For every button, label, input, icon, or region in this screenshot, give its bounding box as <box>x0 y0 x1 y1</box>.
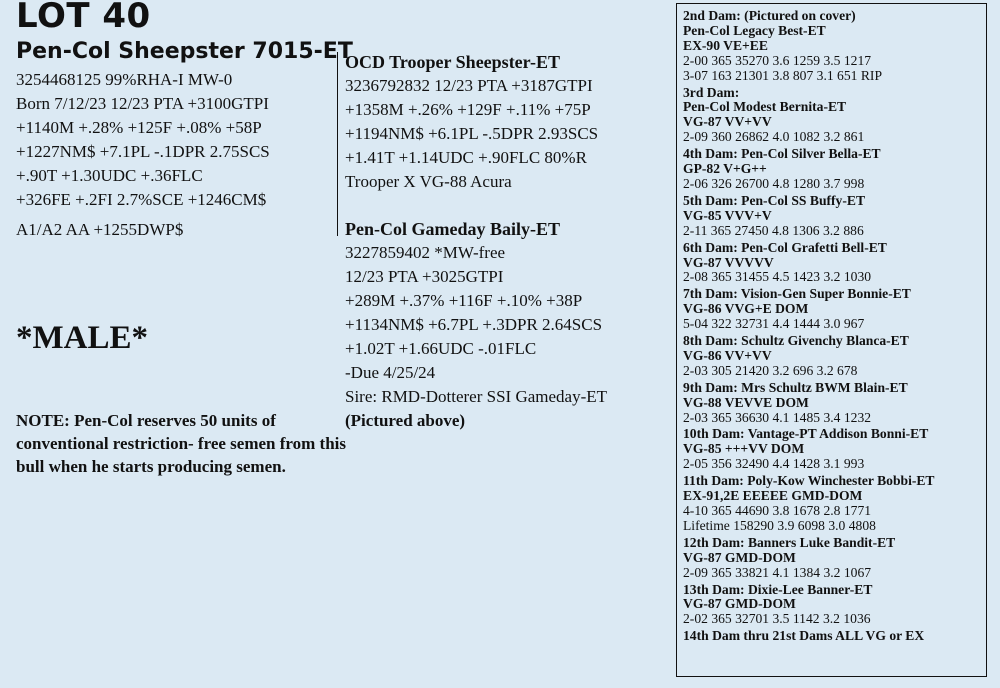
bull-stat-line: Born 7/12/23 12/23 PTA +3100GTPI <box>16 94 269 113</box>
pedigree-entry-line: VG-85 +++VV DOM <box>683 441 805 457</box>
bull-name: Pen-Col Sheepster 7015-ET <box>16 39 353 64</box>
column-divider <box>337 52 338 236</box>
pedigree-entry-record: 2-11 365 27450 4.8 1306 3.2 886 <box>683 222 864 238</box>
sire-stat-line: +1194NM$ +6.1PL -.5DPR 2.93SCS <box>345 124 599 143</box>
dam-stat-line: 3227859402 *MW-free <box>345 243 506 262</box>
dam-block <box>345 217 607 433</box>
sire-stat-line: +1358M +.26% +129F +.11% +75P <box>345 100 591 119</box>
pedigree-entry-record: 5-04 322 32731 4.4 1444 3.0 967 <box>683 316 865 332</box>
dam-stat-line: +289M +.37% +116F +.10% +38P <box>345 291 583 310</box>
pedigree-entry <box>683 427 984 472</box>
pedigree-entry <box>683 536 984 581</box>
pedigree-entry-title: 10th Dam: Vantage-PT Addison Bonni-ET <box>683 426 929 442</box>
pedigree-entry-title: 13th Dam: Dixie-Lee Banner-ET <box>683 581 873 597</box>
pedigree-entry-record: Lifetime 158290 3.9 6098 3.0 4808 <box>683 517 876 533</box>
dam-stat-line: -Due 4/25/24 <box>345 363 436 382</box>
pedigree-entry <box>683 474 984 534</box>
reservation-note: NOTE: Pen-Col reserves 50 units of conventional restriction- free semen from this bull when he starts producing semen. <box>16 411 347 476</box>
pedigree-entry <box>683 241 984 286</box>
pedigree-entry-title: 12th Dam: Banners Luke Bandit-ET <box>683 534 896 550</box>
pedigree-entry-record: 2-02 365 32701 3.5 1142 3.2 1036 <box>683 611 871 627</box>
bull-stat-line: +1140M +.28% +125F +.08% +58P <box>16 118 262 137</box>
pedigree-entry <box>683 194 984 239</box>
pedigree-entry-line: Pen-Col Legacy Best-ET <box>683 22 826 38</box>
pedigree-entry <box>683 381 984 426</box>
pedigree-entry-title: 9th Dam: Mrs Schultz BWM Blain-ET <box>683 379 908 395</box>
pedigree-entry-record: 2-03 365 36630 4.1 1485 3.4 1232 <box>683 409 872 425</box>
pedigree-entry <box>683 583 984 628</box>
pedigree-entry-title: 14th Dam thru 21st Dams ALL VG or EX <box>683 628 925 644</box>
pedigree-entry <box>683 334 984 379</box>
pedigree-entry <box>683 629 984 644</box>
dam-stats <box>345 241 607 433</box>
pedigree-entry-line: Pen-Col Modest Bernita-ET <box>683 99 847 115</box>
sire-name: OCD Trooper Sheepster-ET <box>345 52 560 72</box>
bull-stat-line: +.90T +1.30UDC +.36FLC <box>16 166 203 185</box>
pedigree-entry-title: 6th Dam: Pen-Col Grafetti Bell-ET <box>683 239 887 255</box>
pedigree-entry-record: 2-00 365 35270 3.6 1259 3.5 1217 <box>683 52 872 68</box>
pedigree-entry-line: VG-87 GMD-DOM <box>683 549 796 565</box>
pedigree-entry-title: 11th Dam: Poly-Kow Winchester Bobbi-ET <box>683 473 935 489</box>
pedigree-entry-line: VG-86 VV+VV <box>683 347 772 363</box>
dam-stat-line: +1134NM$ +6.7PL +.3DPR 2.64SCS <box>345 315 603 334</box>
pedigree-entry-record: 2-09 365 33821 4.1 1384 3.2 1067 <box>683 564 872 580</box>
pedigree-entry-title: 7th Dam: Vision-Gen Super Bonnie-ET <box>683 286 911 302</box>
pedigree-entry-line: VG-86 VVG+E DOM <box>683 301 809 317</box>
pedigree-entry-line: EX-91,2E EEEEE GMD-DOM <box>683 488 863 504</box>
pedigree-box <box>676 3 987 677</box>
pedigree-entry-title: 8th Dam: Schultz Givenchy Blanca-ET <box>683 333 909 349</box>
pedigree-entry <box>683 287 984 332</box>
sire-block <box>345 50 598 194</box>
lot-title: LOT 40 <box>16 0 151 36</box>
pedigree-entry-line: VG-87 VV+VV <box>683 114 772 130</box>
pedigree-entry <box>683 86 984 146</box>
pedigree-entry-title: 5th Dam: Pen-Col SS Buffy-ET <box>683 192 866 208</box>
dam-pictured-note: (Pictured above) <box>345 411 466 430</box>
dam-stat-line: Sire: RMD-Dotterer SSI Gameday-ET <box>345 387 608 406</box>
bull-stat-line: +1227NM$ +7.1PL -.1DPR 2.75SCS <box>16 142 270 161</box>
pedigree-entry-line: VG-88 VEVVE DOM <box>683 394 809 410</box>
pedigree-entry-record: 4-10 365 44690 3.8 1678 2.8 1771 <box>683 503 872 518</box>
pedigree-entry-title: 2nd Dam: (Pictured on cover) <box>683 8 856 23</box>
pedigree-entry-record: 2-03 305 21420 3.2 696 3.2 678 <box>683 362 858 378</box>
sire-stats <box>345 74 598 194</box>
dam-stat-line: +1.02T +1.66UDC -.01FLC <box>345 339 537 358</box>
bull-stat-line: +326FE +.2FI 2.7%SCE +1246CM$ <box>16 190 267 209</box>
pedigree-entry-line: GP-82 V+G++ <box>683 161 767 177</box>
dam-name: Pen-Col Gameday Baily-ET <box>345 219 560 239</box>
bull-stat-line: 3254468125 99%RHA-I MW-0 <box>16 70 233 89</box>
male-label: *MALE* <box>16 320 148 356</box>
sire-stat-line: +1.41T +1.14UDC +.90FLC 80%R <box>345 148 587 167</box>
sire-stat-line: 3236792832 12/23 PTA +3187GTPI <box>345 76 593 95</box>
pedigree-entry-line: VG-87 GMD-DOM <box>683 596 796 612</box>
pedigree-entry-line: VG-85 VVV+V <box>683 207 772 223</box>
pedigree-entry-record: 3-07 163 21301 3.8 807 3.1 651 RIP <box>683 67 883 83</box>
pedigree-entry <box>683 147 984 192</box>
pedigree-entry <box>683 9 984 84</box>
pedigree-entry-title: 4th Dam: Pen-Col Silver Bella-ET <box>683 146 881 162</box>
pedigree-list <box>683 9 984 646</box>
pedigree-entry-line: EX-90 VE+EE <box>683 37 768 53</box>
pedigree-entry-line: VG-87 VVVVV <box>683 254 774 270</box>
bull-stats <box>16 68 270 242</box>
sire-stat-line: Trooper X VG-88 Acura <box>345 172 512 191</box>
pedigree-entry-record: 2-06 326 26700 4.8 1280 3.7 998 <box>683 175 865 191</box>
dam-stat-line: 12/23 PTA +3025GTPI <box>345 267 504 286</box>
pedigree-entry-record: 2-08 365 31455 4.5 1423 3.2 1030 <box>683 269 872 285</box>
bull-stat-line: A1/A2 AA +1255DWP$ <box>16 220 184 239</box>
pedigree-entry-record: 2-09 360 26862 4.0 1082 3.2 861 <box>683 129 865 145</box>
pedigree-entry-record: 2-05 356 32490 4.4 1428 3.1 993 <box>683 456 865 472</box>
pedigree-entry-title: 3rd Dam: <box>683 84 740 100</box>
